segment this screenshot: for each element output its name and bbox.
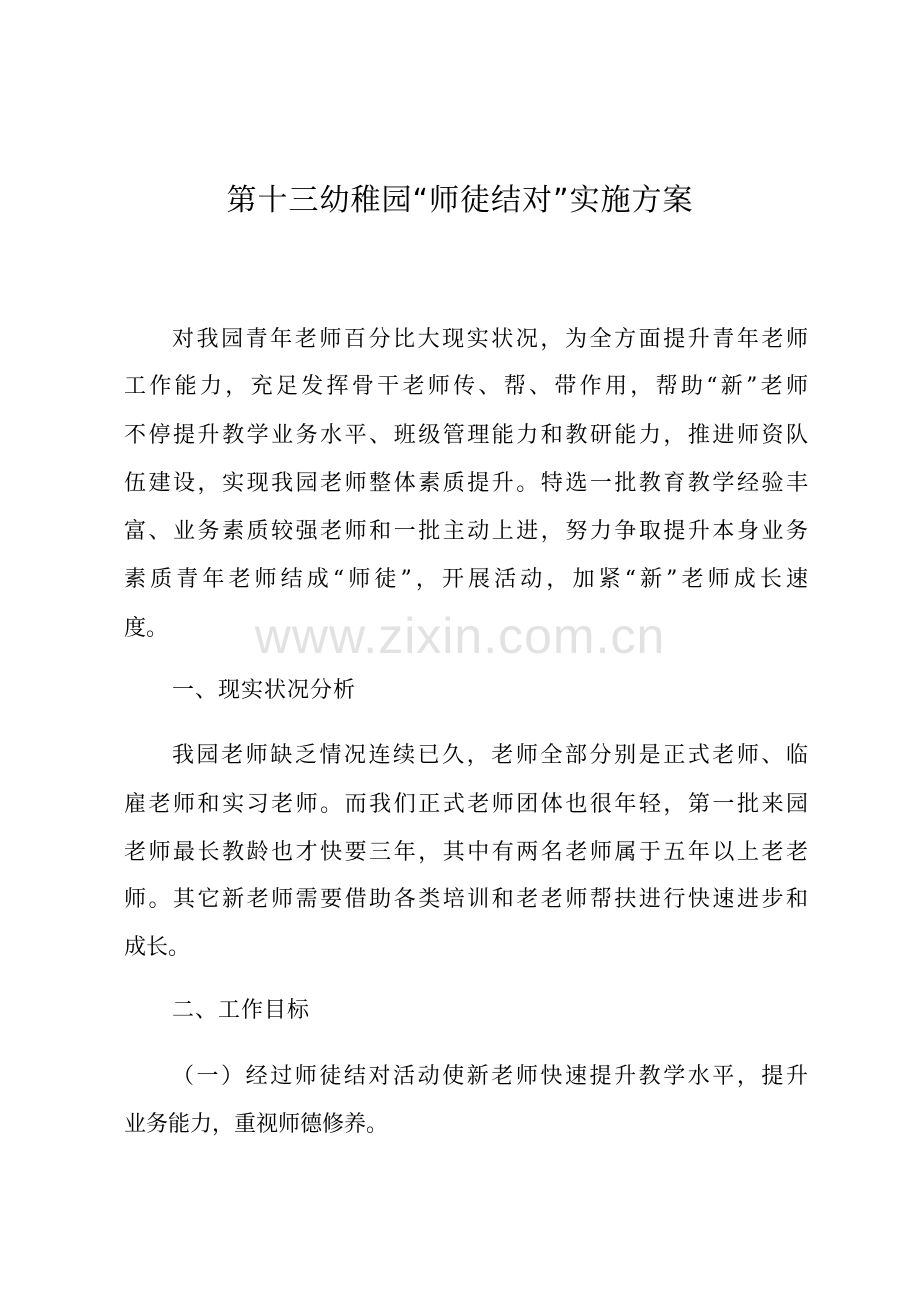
section2-line: 业务能力，重视师德修养。 [124, 1112, 389, 1137]
section-heading: 一、现实状况分析 [172, 678, 357, 703]
section1-line: 我园老师缺乏情况连续已久，老师全部分别是正式老师、临 [172, 743, 808, 768]
intro-line: 不停提升教学业务水平、班级管理能力和教研能力，推进师资队 [124, 423, 808, 448]
intro-line: 富、业务素质较强老师和一批主动上进，努力争取提升本身业务 [124, 519, 808, 544]
section1-line: 雇老师和实习老师。而我们正式老师团体也很年轻，第一批来园 [124, 792, 808, 817]
intro-line: 伍建设，实现我园老师整体素质提升。特选一批教育教学经验丰 [124, 471, 808, 496]
intro-line: 度。 [124, 616, 169, 641]
intro-line: 对我园青年老师百分比大现实状况，为全方面提升青年老师 [172, 327, 808, 352]
intro-line: 工作能力，充足发挥骨干老师传、帮、带作用，帮助“新”老师 [124, 374, 808, 399]
document-title: 第十三幼稚园“师徒结对”实施方案 [226, 183, 694, 218]
section-heading: 二、工作目标 [172, 998, 311, 1023]
watermark: www.zixin.com.cn [254, 608, 666, 664]
section2-line: （一）经过师徒结对活动使新老师快速提升教学水平，提升 [172, 1064, 808, 1089]
section1-line: 老师最长教龄也才快要三年，其中有两名老师属于五年以上老老 [124, 840, 808, 865]
intro-line: 素质青年老师结成“师徒”，开展活动，加紧“新”老师成长速 [124, 567, 808, 592]
section1-line: 成长。 [124, 935, 191, 960]
section1-line: 师。其它新老师需要借助各类培训和老老师帮扶进行快速进步和 [124, 887, 808, 912]
